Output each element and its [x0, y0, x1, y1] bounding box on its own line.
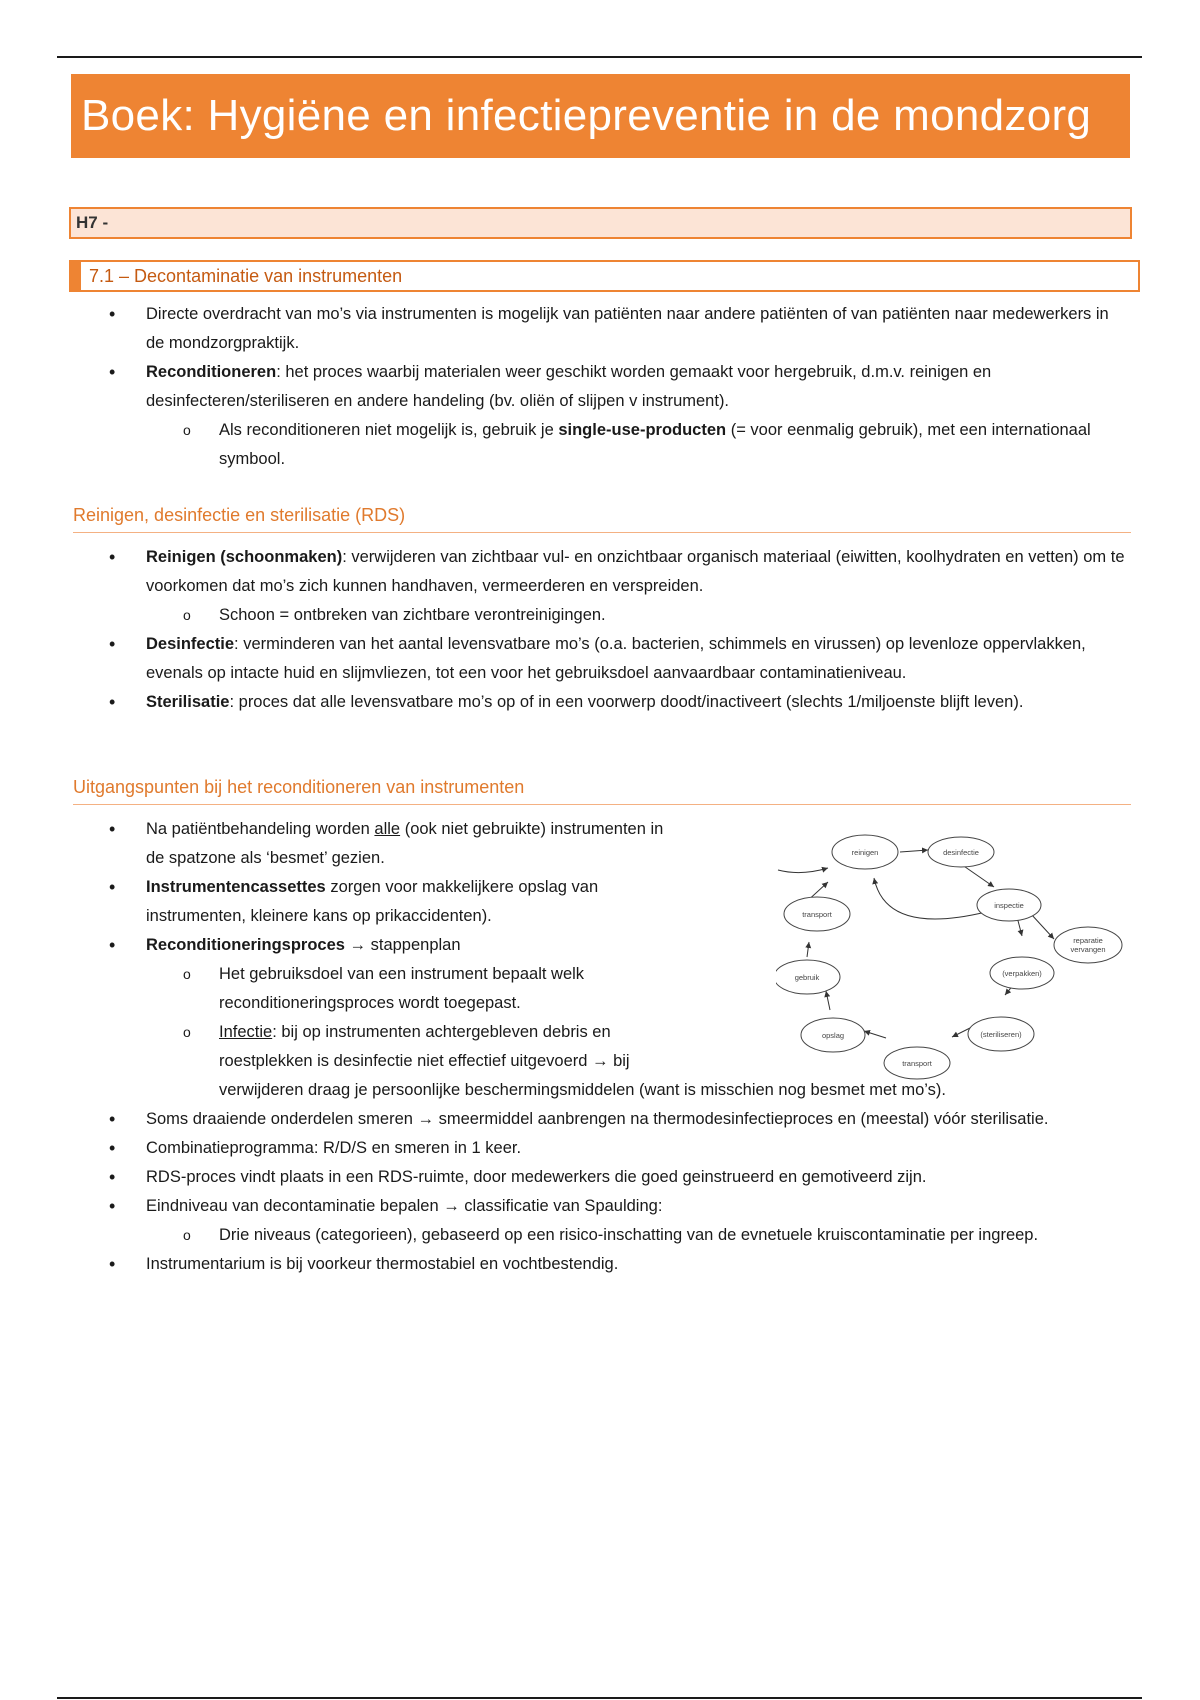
list-item: • Instrumentencassettes zorgen voor makkelijkere opslag van instrumenten, kleinere kans op prikaccidenten).	[0, 873, 1110, 931]
label-verpakken: (verpakken)	[1002, 969, 1042, 978]
sub-list-item: o Schoon = ontbreken van zichtbare verontreinigingen.	[146, 601, 1130, 630]
list-item: • RDS-proces vindt plaats in een RDS-ruimte, door medewerkers die goed geinstrueerd en gemotiveerd zijn.	[0, 1163, 1110, 1192]
list-item: • Desinfectie: verminderen van het aantal levensvatbare mo’s (o.a. bacterien, schimmels en virussen) op levenloze oppervlakken, evenals op intacte huid en slijmvliezen, tot een voor het gebruiksdoel aanvaardbaar contaminatieniveau.	[0, 630, 1130, 688]
label-vervangen: vervangen	[1070, 945, 1106, 954]
sub-list-item: o Het gebruiksdoel van een instrument bepaalt welk reconditioneringsproces wordt toegepast.	[146, 960, 1110, 1018]
rds-list	[0, 543, 1130, 717]
list-item: • Reconditioneringsproces → stappenplan o Het gebruiksdoel van een instrument bepaalt welk reconditioneringsproces wordt toegepast. o Infectie: bij op instrumenten achtergebleven debris en roestplekken is desinfectie niet effectief uitgevoerd → bij verwijderen draag je persoonlijke beschermingsmiddelen (want is misschien nog besmet met mo’s).	[0, 931, 1110, 1105]
uitgang-heading: Uitgangspunten bij het reconditioneren van instrumenten	[73, 777, 1131, 805]
sub-list-item: o Als reconditioneren niet mogelijk is, gebruik je single-use-producten (= voor eenmalig gebruik), met een internationaal symbool.	[146, 416, 1110, 474]
label-gebruik: gebruik	[794, 973, 820, 982]
label-transport-left: transport	[802, 910, 832, 919]
sub-list-item: o Drie niveaus (categorieen), gebaseerd op een risico-inschatting van de evnetuele kruiscontaminatie per ingreep.	[146, 1221, 1110, 1250]
cycle-arrow	[1031, 914, 1054, 939]
cycle-entry-arrow	[778, 868, 828, 873]
top-rule	[57, 56, 1142, 58]
cycle-arrow	[900, 850, 928, 852]
rds-heading: Reinigen, desinfectie en sterilisatie (RDS)	[73, 505, 1131, 533]
bottom-rule	[57, 1697, 1142, 1699]
sub-list	[146, 1221, 1110, 1250]
reconditioning-cycle-diagram	[776, 826, 1126, 1081]
list-item: • Reconditioneren: het proces waarbij materialen weer geschikt worden gemaakt voor hergebruik, d.m.v. reinigen en desinfecteren/steriliseren en andere handeling (bv. oliën of slijpen v instrument). o Als reconditioneren niet mogelijk is, gebruik je single-use-producten (= voor eenmalig gebruik), met een internationaal symbool.	[0, 358, 1110, 474]
label-steriliseren: (steriliseren)	[980, 1030, 1022, 1039]
list-item: • Na patiëntbehandeling worden alle (ook niet gebruikte) instrumenten in de spatzone als ‘besmet’ gezien.	[0, 815, 1110, 873]
cycle-arrow	[826, 991, 830, 1010]
chapter-heading: H7 -	[69, 207, 1132, 239]
section-heading: 7.1 – Decontaminatie van instrumenten	[69, 260, 1140, 292]
list-item: • Directe overdracht van mo’s via instrumenten is mogelijk van patiënten naar andere patiënten of van patiënten naar medewerkers in de mondzorgpraktijk.	[0, 300, 1110, 358]
label-desinfectie: desinfectie	[943, 848, 979, 857]
sub-list-item: o Infectie: bij op instrumenten achtergebleven debris en roestplekken is desinfectie niet effectief uitgevoerd → bij verwijderen draag je persoonlijke beschermingsmiddelen (want is misschien nog besmet met mo’s).	[146, 1018, 1110, 1105]
label-reinigen: reinigen	[851, 848, 879, 857]
sub-list	[146, 601, 1130, 630]
cycle-arrow	[807, 942, 809, 957]
sub-list	[146, 416, 1110, 474]
list-item: • Soms draaiende onderdelen smeren → smeermiddel aanbrengen na thermodesinfectieproces en (meestal) vóór sterilisatie.	[0, 1105, 1110, 1134]
cycle-arrow	[874, 878, 986, 919]
list-item: • Reinigen (schoonmaken): verwijderen van zichtbaar vul- en onzichtbaar organisch materiaal (eiwitten, koolhydraten en vetten) om te voorkomen dat mo’s zich kunnen handhaven, vermeerderen en verspreiden. o Schoon = ontbreken van zichtbare verontreinigingen.	[0, 543, 1130, 630]
document-title: Boek: Hygiëne en infectiepreventie in de mondzorg	[71, 74, 1130, 158]
intro-list	[0, 300, 1110, 474]
list-item: • Instrumentarium is bij voorkeur thermostabiel en vochtbestendig.	[0, 1250, 1110, 1279]
label-inspectie: inspectie	[994, 901, 1024, 910]
label-transport-bottom: transport	[902, 1059, 932, 1068]
cycle-arrow	[864, 1031, 886, 1038]
label-reparatie: reparatie	[1073, 936, 1103, 945]
list-item: • Combinatieprogramma: R/D/S en smeren in 1 keer.	[0, 1134, 1110, 1163]
list-item: • Eindniveau van decontaminatie bepalen → classificatie van Spaulding: o Drie niveaus (categorieen), gebaseerd op een risico-inschatting van de evnetuele kruiscontaminatie per ingreep.	[0, 1192, 1110, 1250]
label-opslag: opslag	[821, 1031, 845, 1040]
list-item: • Sterilisatie: proces dat alle levensvatbare mo’s op of in een voorwerp doodt/inactiveert (slechts 1/miljoenste blijft leven).	[0, 688, 1130, 717]
